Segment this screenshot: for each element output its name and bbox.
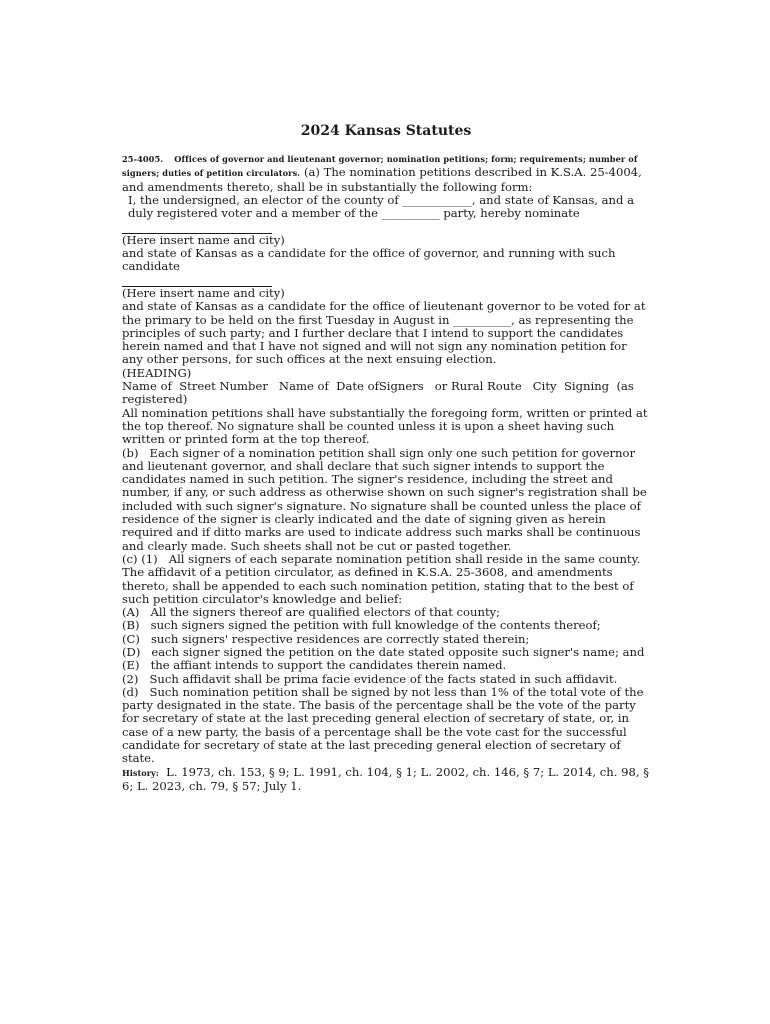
signature-blank-1 — [122, 220, 650, 233]
signature-blank-2 — [122, 274, 650, 287]
form-line-1: I, the undersigned, an elector of the county of ____________, and state of Kansas, and a duly registered voter and a member of the __________ party, hereby nominate — [128, 192, 635, 221]
document-title: 2024 Kansas Statutes — [300, 123, 472, 139]
form-insert-2: (Here insert name and city) — [122, 285, 285, 300]
section-heading: Offices of governor and lieutenant governor; nomination petitions; form; requirements; number of signers; duties of petition circulators. — [122, 154, 638, 179]
paragraph-c2: (2) Such affidavit shall be prima facie evidence of the facts stated in such affidavit. — [122, 671, 618, 686]
paragraph-d: (d) Such nomination petition shall be signed by not less than 1% of the total vote of the party designated in the state. The basis of the percentage shall be the vote of the party for secretary of state at the last preceding general election of secretary of state, or, in case of a new party, the basis of a percentage shall be the vote cast for the successful candidate for secretary of state at the last preceding general election of secretary of state. — [122, 684, 648, 766]
item-E: (E) the affiant intends to support the candidates therein named. — [122, 658, 507, 673]
item-B: (B) such signers signed the petition with full knowledge of the contents thereof; — [122, 618, 601, 633]
paragraph-form-note: All nomination petitions shall have substantially the foregoing form, written or printed at the top thereof. No signature shall be counted unless it is upon a sheet having such written or printed form at the top thereof. — [122, 405, 648, 447]
item-D: (D) each signer signed the petition on the date stated opposite such signer's name; and — [122, 644, 645, 659]
history-label: History: — [122, 767, 159, 778]
form-columns: Name of Street Number Name of Date ofSigners or Rural Route City Signing (as registered) — [122, 379, 638, 407]
section-intro-text: (a) The nomination petitions described in K.S.A. 25-4004, and amendments thereto, shall be in substantially the following form: — [122, 165, 642, 194]
paragraph-b: (b) Each signer of a nomination petition shall sign only one such petition for governor and lieutenant governor, and shall declare that such signer intends to support the candidates named in such petition. The signer's residence, including the street and number, if any, or such address as otherwise shown on such signer's registration shall be included with such signer's signature. No signature shall be counted unless the place of residence of the signer is clearly indicated and the date of signing given as herein required and if ditto marks are used to indicate address such marks shall be continuous and clearly made. Such sheets shall not be cut or pasted together. — [122, 445, 651, 553]
form-line-2: and state of Kansas as a candidate for the office of governor, and running with such candidate — [122, 246, 616, 274]
statute-body — [122, 152, 650, 793]
history — [122, 766, 650, 794]
paragraph-c1: (c) (1) All signers of each separate nomination petition shall reside in the same county. The affidavit of a petition circulator, as defined in K.S.A. 25-3608, and amendments thereto, shall be appended to each such nomination petition, stating that to the best of such petition circulator's knowledge and belief: — [122, 551, 644, 606]
section-number: 25-4005. — [122, 154, 164, 164]
form-heading-label: (HEADING) — [122, 365, 192, 380]
form-insert-1: (Here insert name and city) — [122, 232, 285, 247]
form-line-3: and state of Kansas as a candidate for the office of lieutenant governor to be voted for at the primary to be held on the first Tuesday in August in __________, as representing the principles of such party; and I further declare that I intend to support the candidates herein named and that I have not signed and will not sign any nomination petition for any other persons, for such offices at the next ensuing election. — [122, 299, 646, 367]
section-intro — [122, 152, 650, 194]
history-text: L. 1973, ch. 153, § 9; L. 1991, ch. 104, § 1; L. 2002, ch. 146, § 7; L. 2014, ch. 98, § 6; L. 2023, ch. 79, § 57; July 1. — [122, 764, 650, 793]
item-A: (A) All the signers thereof are qualified electors of that county; — [122, 605, 501, 620]
item-C: (C) such signers' respective residences are correctly stated therein; — [122, 631, 530, 646]
